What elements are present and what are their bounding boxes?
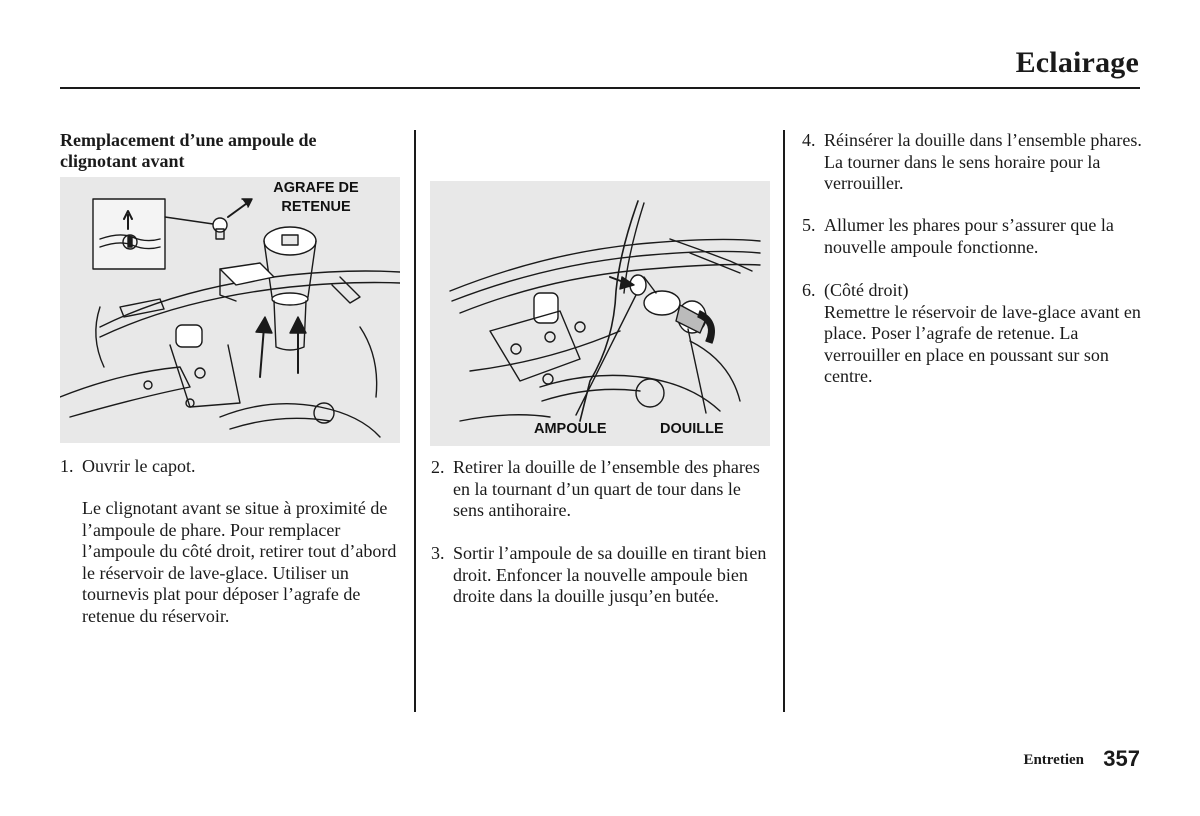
footer-section-name: Entretien <box>1023 752 1084 768</box>
step-1-number: 1. <box>60 456 74 476</box>
step-2-text: Retirer la douille de l’ensemble des phares en la tournant d’un quart de tour dans le sens antihoraire. <box>453 457 760 521</box>
title-rule <box>60 87 1140 89</box>
step-5 <box>802 215 1142 258</box>
callout-line-1: AGRAFE DE <box>273 180 359 196</box>
step-4-text: Réinsérer la douille dans l’ensemble phares. La tourner dans le sens horaire pour la verrouiller. <box>824 130 1142 194</box>
step-3 <box>431 543 771 608</box>
step-6-label: (Côté droit) <box>824 280 909 300</box>
callout-line-2: RETENUE <box>281 199 351 215</box>
section-heading: Remplacement d’une ampoule de clignotant avant <box>60 130 317 171</box>
retaining-clip-callout <box>256 179 376 217</box>
step-3-text: Sortir l’ampoule de sa douille en tirant bien droit. Enfoncer la nouvelle ampoule bien droite dans la douille jusqu’en butée. <box>453 543 767 607</box>
step-5-text: Allumer les phares pour s’assurer que la nouvelle ampoule fonctionne. <box>824 215 1114 257</box>
step-4-number: 4. <box>802 130 816 150</box>
step-5-number: 5. <box>802 215 816 235</box>
bulb-label: AMPOULE <box>534 421 607 437</box>
page-number: 357 <box>1103 746 1140 771</box>
step-3-number: 3. <box>431 543 445 563</box>
figure-bulb-socket <box>430 181 770 446</box>
step-2 <box>431 457 771 522</box>
column-divider-1 <box>414 130 416 712</box>
step-1-text: Ouvrir le capot. <box>82 456 196 476</box>
step-1 <box>60 456 400 478</box>
step-6 <box>802 280 1142 388</box>
step-2-number: 2. <box>431 457 445 477</box>
page-title: Eclairage <box>1015 46 1139 79</box>
column-divider-2 <box>783 130 785 712</box>
step-1-note: Le clignotant avant se situe à proximité de l’ampoule de phare. Pour remplacer l’ampoule du côté droit, retirer tout d’abord le réservoir de lave-glace. Utiliser un tournevis plat pour déposer l’agrafe de retenue du réservoir. <box>82 498 397 626</box>
socket-label: DOUILLE <box>660 421 724 437</box>
figure-retaining-clip <box>60 177 400 443</box>
step-4 <box>802 130 1142 195</box>
step-6-number: 6. <box>802 280 816 300</box>
step-6-text: Remettre le réservoir de lave-glace avant en place. Poser l’agrafe de retenue. La verrouiller en place en poussant sur son centre. <box>824 301 1141 387</box>
engine-bay-illustration-2 <box>430 181 770 446</box>
